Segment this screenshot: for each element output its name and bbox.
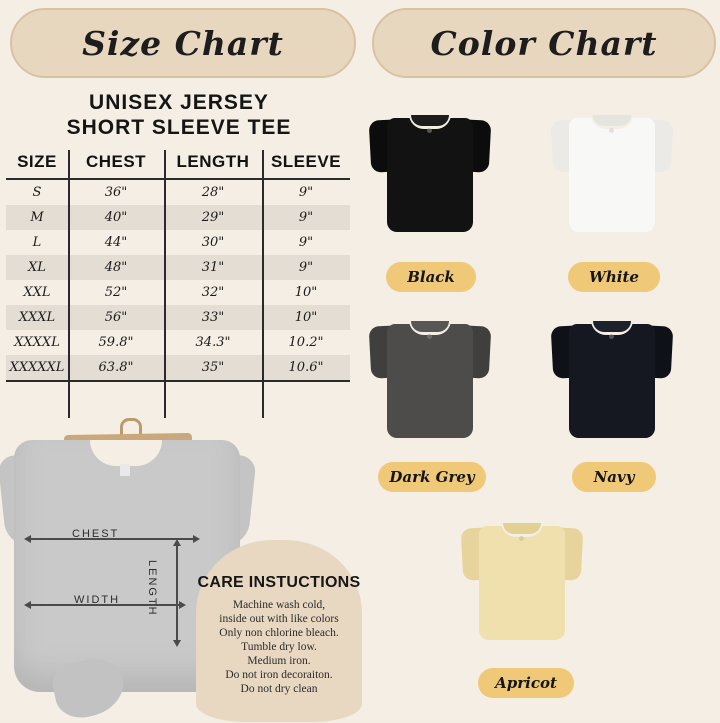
size-table [6, 150, 350, 382]
color-label-white [568, 262, 660, 292]
care-line: Do not iron decoraiton. [225, 669, 333, 681]
cell-size: XL [6, 255, 68, 280]
width-measure-label: WIDTH [74, 594, 121, 606]
cell-chest: 40" [68, 205, 164, 230]
cell-length: 29" [164, 205, 262, 230]
care-line: Only non chlorine bleach. [219, 627, 339, 639]
cell-size: L [32, 235, 42, 250]
tshirt-icon [552, 112, 672, 234]
tshirt-icon [370, 318, 490, 440]
cell-length: 30" [201, 235, 225, 250]
color-label-apricot [478, 668, 574, 698]
table-row [6, 330, 350, 355]
table-row [6, 355, 350, 381]
column-header-chest: CHEST [68, 150, 164, 179]
color-chart-banner [372, 8, 716, 78]
care-line: Medium iron. [247, 655, 311, 667]
care-instructions-list [196, 598, 362, 696]
tshirt-tag-icon [427, 128, 432, 133]
size-chart-heading-line2: SHORT SLEEVE TEE [66, 116, 292, 139]
tshirt-collar [593, 115, 631, 126]
cell-chest: 44" [104, 235, 128, 250]
color-swatch-black [370, 112, 490, 234]
cell-chest: 52" [104, 285, 128, 300]
care-line: Machine wash cold, [232, 599, 326, 611]
cell-length: 33" [164, 305, 262, 330]
color-swatch-dark-grey [370, 318, 490, 440]
tshirt-tag-icon [427, 334, 432, 339]
cell-length: 31" [164, 255, 262, 280]
color-swatch-white [552, 112, 672, 234]
cell-size: XXXXL [14, 335, 60, 350]
color-label-dark-grey [378, 462, 486, 492]
tshirt-icon [462, 520, 582, 642]
cell-length: 35" [164, 355, 262, 381]
color-label-text: Apricot [495, 674, 557, 692]
care-instructions-title: CARE INSTUCTIONS [197, 574, 361, 591]
tshirt-torso [479, 526, 565, 640]
table-divider [164, 150, 166, 418]
cell-size: XXL [23, 285, 51, 300]
chest-measure-label: CHEST [72, 528, 120, 540]
tshirt-torso [569, 118, 655, 232]
table-row [6, 230, 350, 255]
cell-size: M [6, 205, 68, 230]
care-line: inside out with like colors [219, 613, 339, 625]
cell-chest: 36" [104, 185, 128, 200]
tshirt-tag-icon [609, 334, 614, 339]
color-chart-title: Color Chart [430, 23, 658, 63]
cell-size: XXXL [6, 305, 68, 330]
cell-sleeve: 10.6" [262, 355, 350, 381]
color-label-navy [572, 462, 656, 492]
cell-sleeve: 9" [298, 235, 314, 250]
table-row [6, 305, 350, 330]
color-label-text: Black [407, 268, 455, 286]
tshirt-collar [411, 115, 449, 126]
cell-chest: 63.8" [68, 355, 164, 381]
color-label-text: Dark Grey [389, 468, 475, 486]
tshirt-collar [411, 321, 449, 332]
table-row [6, 205, 350, 230]
color-swatch-navy [552, 318, 672, 440]
cell-chest: 56" [68, 305, 164, 330]
cell-chest: 48" [68, 255, 164, 280]
cell-sleeve: 9" [262, 255, 350, 280]
tshirt-tag-icon [519, 536, 524, 541]
column-header-length: LENGTH [164, 150, 262, 179]
color-swatch-apricot [462, 520, 582, 642]
care-line: Do not dry clean [240, 683, 318, 695]
tshirt-tag-icon [609, 128, 614, 133]
table-row [6, 179, 350, 205]
cell-sleeve: 9" [262, 205, 350, 230]
size-chart-title: Size Chart [82, 23, 284, 63]
tshirt-collar [593, 321, 631, 332]
cell-size: S [32, 185, 42, 200]
cell-chest: 59.8" [98, 335, 134, 350]
cell-sleeve: 10.2" [288, 335, 324, 350]
length-measure-arrow [176, 545, 178, 641]
column-header-sleeve: SLEEVE [262, 150, 350, 179]
size-chart-heading [6, 90, 352, 140]
cell-length: 28" [201, 185, 225, 200]
cell-sleeve: 10" [262, 305, 350, 330]
table-divider [262, 150, 264, 418]
color-label-text: Navy [593, 468, 635, 486]
care-line: Tumble dry low. [241, 641, 317, 653]
cell-size: XXXXXL [6, 355, 68, 381]
table-row [6, 255, 350, 280]
tshirt-torso [387, 324, 473, 438]
size-chart-banner [10, 8, 356, 78]
tshirt-icon [552, 318, 672, 440]
cell-length: 32" [201, 285, 225, 300]
table-divider [68, 150, 70, 418]
length-measure-label: LENGTH [146, 560, 158, 617]
tshirt-torso [387, 118, 473, 232]
color-label-black [386, 262, 476, 292]
size-chart-heading-line1: UNISEX JERSEY [89, 91, 269, 114]
cell-sleeve: 9" [298, 185, 314, 200]
tee-tag [120, 464, 130, 476]
column-header-size: SIZE [6, 150, 68, 179]
color-label-text: White [589, 268, 639, 286]
size-table-header-row [6, 150, 350, 179]
tshirt-collar [503, 523, 541, 534]
tshirt-icon [370, 112, 490, 234]
cell-length: 34.3" [195, 335, 231, 350]
cell-sleeve: 10" [294, 285, 318, 300]
table-row [6, 280, 350, 305]
tshirt-torso [569, 324, 655, 438]
